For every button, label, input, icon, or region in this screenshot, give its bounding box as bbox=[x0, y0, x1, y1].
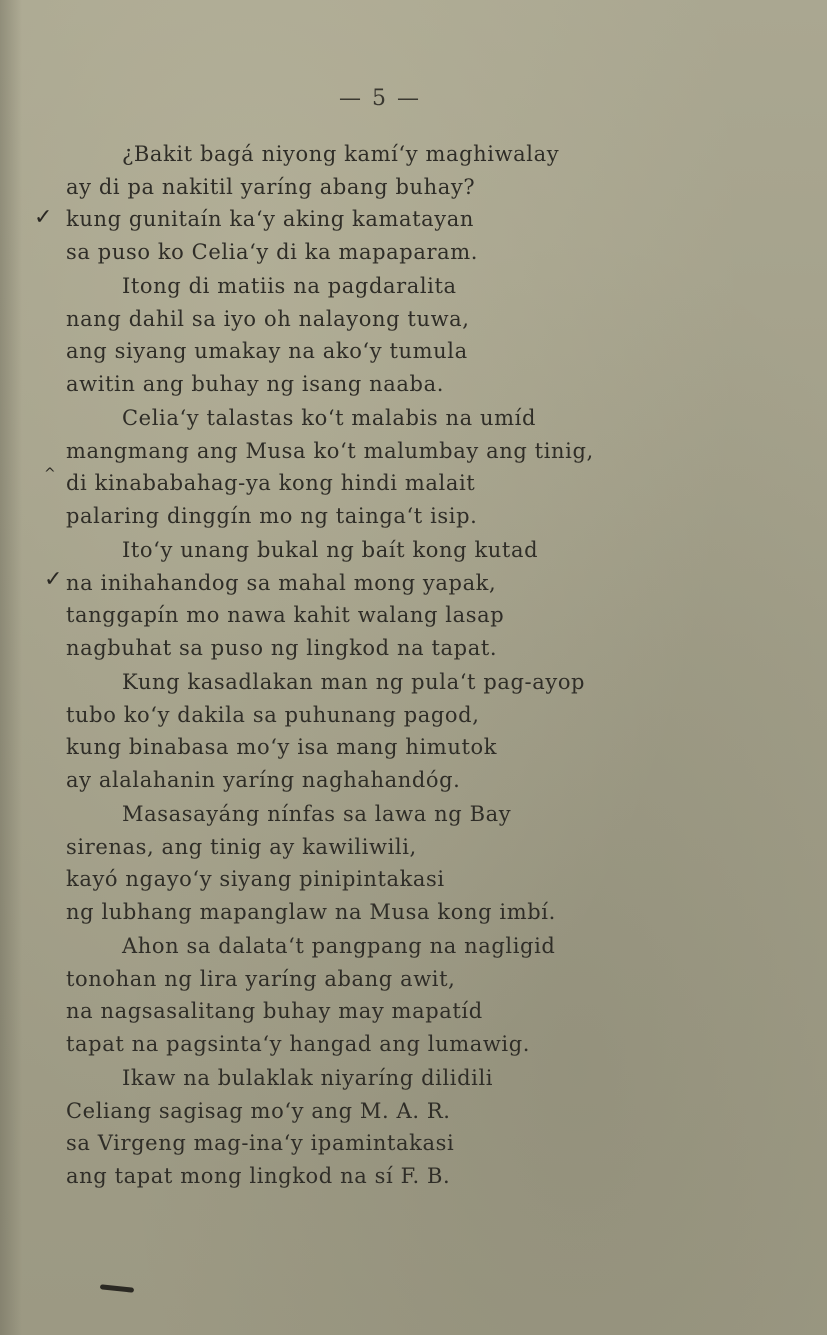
stanza-4 bbox=[66, 534, 766, 664]
poem-line: nagbuhat sa puso ng lingkod na tapat. bbox=[66, 635, 498, 660]
page-number: — 5 — bbox=[339, 86, 421, 111]
poem-line: Ahon sa dalata‘t pangpang na nagligid bbox=[122, 934, 556, 958]
poem-line: awitin ang buhay ng isang naaba. bbox=[66, 371, 444, 396]
poem-line: sa puso ko Celia‘y di ka mapaparam. bbox=[66, 239, 479, 264]
poem bbox=[66, 138, 766, 1192]
stanza-7 bbox=[66, 930, 766, 1060]
poem-line: ay alalahanin yaríng naghahandóg. bbox=[66, 767, 461, 792]
poem-line: Ikaw na bulaklak niyaríng dilidili bbox=[122, 1066, 494, 1090]
poem-line: Itong di matiis na pagdaralita bbox=[122, 274, 457, 298]
poem-line: mangmang ang Musa ko‘t malumbay ang tinig, bbox=[66, 438, 594, 463]
poem-line: sirenas, ang tinig ay kawiliwili, bbox=[66, 834, 417, 859]
poem-line: ¿Bakit bagá niyong kamí‘y maghiwalay bbox=[122, 142, 560, 166]
poem-line: tanggapín mo nawa kahit walang lasap bbox=[66, 603, 505, 627]
ink-smudge bbox=[100, 1284, 134, 1293]
poem-line: ng lubhang mapanglaw na Musa kong imbí. bbox=[66, 899, 556, 924]
stanza-8 bbox=[66, 1062, 766, 1192]
poem-line: ang tapat mong lingkod na sí F. B. bbox=[66, 1163, 451, 1188]
poem-line: Kung kasadlakan man ng pula‘t pag-ayop bbox=[122, 670, 586, 694]
spine-shadow bbox=[0, 0, 22, 1335]
poem-line: tapat na pagsinta‘y hangad ang lumawig. bbox=[66, 1031, 531, 1056]
poem-line: na nagsasalitang buhay may mapatíd bbox=[66, 999, 483, 1023]
stanza-5 bbox=[66, 666, 766, 796]
poem-line: sa Virgeng mag-ina‘y ipamintakasi bbox=[66, 1131, 455, 1155]
poem-line: palaring dinggín mo ng tainga‘t isip. bbox=[66, 503, 478, 528]
stanza-1 bbox=[66, 138, 766, 268]
poem-line: kung binabasa mo‘y isa mang himutok bbox=[66, 735, 498, 759]
poem-line: di kinababahag-ya kong hindi malait bbox=[66, 471, 476, 495]
poem-line: Celiang sagisag mo‘y ang M. A. R. bbox=[66, 1098, 451, 1123]
poem-line: tonohan ng lira yaríng abang awit, bbox=[66, 966, 456, 991]
poem-line: kayó ngayo‘y siyang pinipintakasi bbox=[66, 867, 445, 891]
poem-line: na inihahandog sa mahal mong yapak, bbox=[66, 570, 497, 595]
poem-line: tubo ko‘y dakila sa puhunang pagod, bbox=[66, 702, 480, 727]
stanza-6 bbox=[66, 798, 766, 928]
poem-line: Celia‘y talastas ko‘t malabis na umíd bbox=[122, 406, 537, 430]
margin-checkmark-icon: ✓ bbox=[34, 205, 53, 230]
margin-caret-icon: ^ bbox=[44, 466, 56, 482]
poem-line: ang siyang umakay na ako‘y tumula bbox=[66, 339, 468, 363]
poem-line: Ito‘y unang bukal ng baít kong kutad bbox=[122, 538, 539, 562]
poem-line: nang dahil sa iyo oh nalayong tuwa, bbox=[66, 306, 470, 331]
margin-checkmark-icon: ✓ bbox=[44, 567, 63, 592]
poem-line: ay di pa nakitil yaríng abang buhay? bbox=[66, 174, 476, 199]
stanza-2 bbox=[66, 270, 766, 400]
poem-line: kung gunitaín ka‘y aking kamatayan bbox=[66, 207, 474, 231]
stanza-3 bbox=[66, 402, 766, 532]
poem-line: Masasayáng nínfas sa lawa ng Bay bbox=[122, 802, 512, 826]
